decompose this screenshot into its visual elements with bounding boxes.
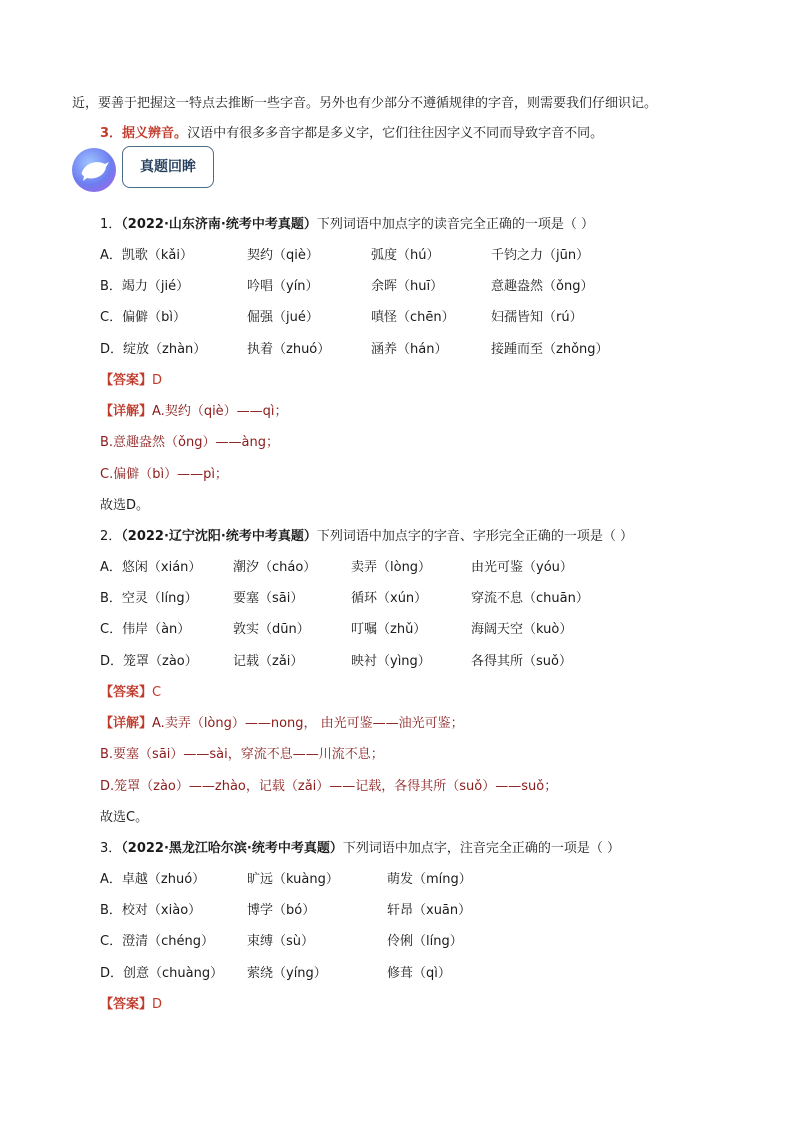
option-c-1[interactable]: C．偏僻（bì） xyxy=(100,310,186,325)
question-3-number: 3． xyxy=(100,841,122,856)
option-c-2: 敦实（dūn） xyxy=(233,622,310,637)
option-b-3: 轩昂（xuān） xyxy=(387,903,472,918)
question-2-source: （2022·辽宁沈阳·统考中考真题） xyxy=(121,529,317,544)
option-c-1[interactable]: C．澄清（chéng） xyxy=(100,934,214,949)
question-2-conclusion: 故选C。 xyxy=(100,810,149,825)
point-3-number: 3． xyxy=(100,126,123,141)
option-d-1[interactable]: D．创意（chuàng） xyxy=(100,966,224,981)
detail-tag: 【详解】 xyxy=(100,404,153,419)
option-c-2: 束缚（sù） xyxy=(247,934,315,949)
badge-label: 真题回眸 xyxy=(140,159,196,175)
question-1 xyxy=(100,216,594,234)
option-b-2: 博学（bó） xyxy=(247,903,316,918)
detail-line-1: A.契约（qiè）——qì； xyxy=(152,404,288,419)
option-c-3: 嗔怪（chēn） xyxy=(371,310,455,325)
question-1-detail xyxy=(100,403,288,421)
answer-tag: 【答案】 xyxy=(100,373,153,388)
option-d-3: 涵养（hán） xyxy=(371,342,448,357)
option-b-1[interactable]: B．竭力（jié） xyxy=(100,279,190,294)
option-a-4: 由光可鉴（yóu） xyxy=(471,560,573,575)
option-d-4: 各得其所（suǒ） xyxy=(471,654,572,669)
option-d-3: 映衬（yìng） xyxy=(351,654,431,669)
answer-value: C xyxy=(152,685,162,700)
question-3 xyxy=(100,840,620,858)
detail-line-3: C.偏僻（bì）——pì； xyxy=(100,467,228,482)
option-d-2: 萦绕（yíng） xyxy=(247,966,327,981)
option-d-1[interactable]: D．绽放（zhàn） xyxy=(100,342,207,357)
option-a-3: 卖弄（lòng） xyxy=(351,560,432,575)
option-c-3: 叮嘱（zhǔ） xyxy=(351,622,427,637)
question-3-stem: 下列词语中加点字，注音完全正确的一项是（ ） xyxy=(342,841,620,856)
intro-text: 近，要善于把握这一特点去推断一些字音。另外也有少部分不遵循规律的字音，则需要我们仔细识记。 xyxy=(72,96,658,111)
option-c-1[interactable]: C．伟岸（àn） xyxy=(100,622,191,637)
option-b-4: 穿流不息（chuān） xyxy=(471,591,589,606)
option-a-1[interactable]: A．卓越（zhuó） xyxy=(100,872,206,887)
question-1-conclusion: 故选D。 xyxy=(100,498,150,513)
question-2-stem: 下列词语中加点字的字音、字形完全正确的一项是（ ） xyxy=(316,529,633,544)
section-badge xyxy=(72,146,220,192)
detail-tag: 【详解】 xyxy=(100,716,153,731)
option-b-3: 循环（xún） xyxy=(351,591,428,606)
option-c-4: 海阔天空（kuò） xyxy=(471,622,573,637)
question-2-detail xyxy=(100,715,464,733)
question-3-source: （2022·黑龙江哈尔滨·统考中考真题） xyxy=(121,841,343,856)
answer-value: D xyxy=(152,997,163,1012)
question-2-number: 2． xyxy=(100,529,122,544)
option-b-3: 余晖（huī） xyxy=(371,279,444,294)
answer-tag: 【答案】 xyxy=(100,685,153,700)
question-2-answer xyxy=(100,684,161,702)
option-d-3: 修葺（qì） xyxy=(387,966,451,981)
option-a-4: 千钧之力（jūn） xyxy=(491,248,590,263)
option-c-4: 妇孺皆知（rú） xyxy=(491,310,583,325)
option-a-3: 弧度（hú） xyxy=(371,248,440,263)
point-3-text: 汉语中有很多多音字都是多义字，它们往往因字义不同而导致字音不同。 xyxy=(187,126,604,141)
option-c-3: 伶俐（líng） xyxy=(387,934,463,949)
option-d-1[interactable]: D．笼罩（zào） xyxy=(100,654,198,669)
point-3-keyword: 据义辨音。 xyxy=(122,126,188,141)
option-b-1[interactable]: B．空灵（líng） xyxy=(100,591,198,606)
option-a-3: 萌发（míng） xyxy=(387,872,472,887)
option-c-2: 倔强（jué） xyxy=(247,310,319,325)
question-2 xyxy=(100,528,633,546)
badge-label-box xyxy=(122,146,214,188)
question-1-answer xyxy=(100,372,162,390)
point-3 xyxy=(100,125,603,143)
option-d-2: 记载（zǎi） xyxy=(233,654,304,669)
option-b-1[interactable]: B．校对（xiào） xyxy=(100,903,202,918)
question-1-number: 1． xyxy=(100,217,122,232)
option-d-2: 执着（zhuó） xyxy=(247,342,331,357)
option-a-2: 旷远（kuàng） xyxy=(247,872,339,887)
detail-line-1: A.卖弄（lòng）——nong， 由光可鉴——油光可鉴； xyxy=(152,716,464,731)
detail-line-2: B.要塞（sāi）——sài，穿流不息——川流不息； xyxy=(100,747,384,762)
detail-line-3: D.笼罩（zào）——zhào，记载（zǎi）——记载，各得其所（suǒ）——suǒ； xyxy=(100,779,558,794)
option-b-4: 意趣盎然（ǒng） xyxy=(491,279,594,294)
answer-tag: 【答案】 xyxy=(100,997,153,1012)
option-d-4: 接踵而至（zhǒng） xyxy=(491,342,609,357)
question-1-stem: 下列词语中加点字的读音完全正确的一项是（ ） xyxy=(316,217,594,232)
option-a-2: 契约（qiè） xyxy=(247,248,319,263)
option-a-1[interactable]: A．悠闲（xián） xyxy=(100,560,202,575)
question-1-source: （2022·山东济南·统考中考真题） xyxy=(121,217,317,232)
option-a-1[interactable]: A．凯歌（kǎi） xyxy=(100,248,193,263)
option-b-2: 吟唱（yín） xyxy=(247,279,319,294)
answer-value: D xyxy=(152,373,163,388)
option-b-2: 要塞（sāi） xyxy=(233,591,304,606)
question-3-answer xyxy=(100,996,162,1014)
bird-icon xyxy=(72,148,116,192)
detail-line-2: B.意趣盎然（ǒng）——àng； xyxy=(100,435,279,450)
option-a-2: 潮汐（cháo） xyxy=(233,560,317,575)
